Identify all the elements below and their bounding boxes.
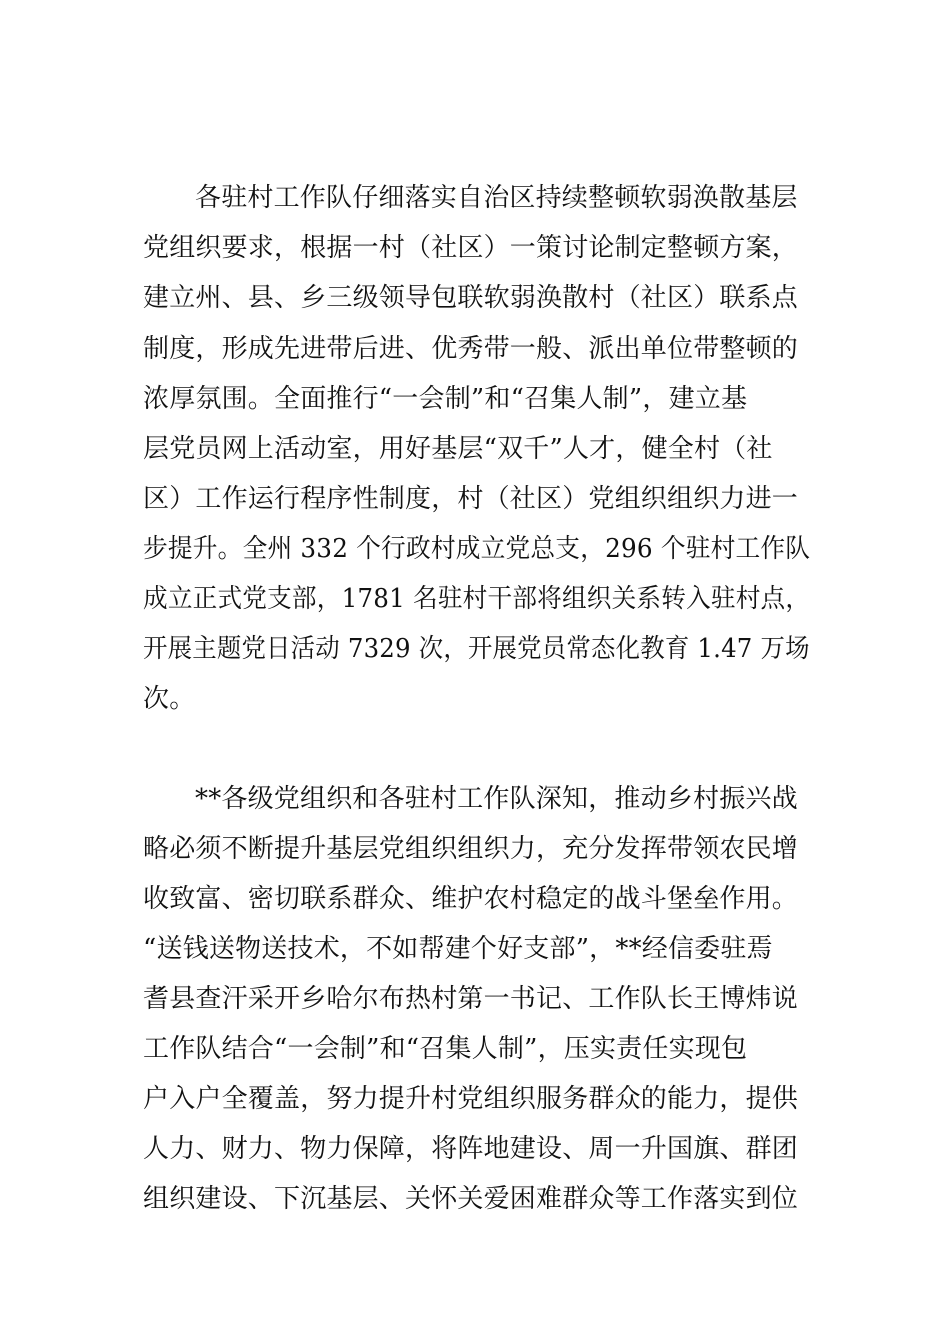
paragraph-1-line-11: 次。 <box>143 684 196 714</box>
paragraph-1-line-3: 建立州、县、乡三级领导包联软弱涣散村（社区）联系点 <box>143 283 799 313</box>
paragraph-1-line-10: 开展主题党日活动 7329 次，开展党员常态化教育 1.47 万场 <box>143 634 810 664</box>
paragraph-1-line-6: 层党员网上活动室，用好基层“双千”人才，健全村（社 <box>143 434 773 464</box>
paragraph-2-line-9: 组织建设、下沉基层、关怀关爱困难群众等工作落实到位 <box>143 1184 799 1214</box>
paragraph-1-line-5: 浓厚氛围。全面推行“一会制”和“召集人制”，建立基 <box>143 384 748 414</box>
paragraph-2-line-8: 人力、财力、物力保障，将阵地建设、周一升国旗、群团 <box>143 1134 799 1164</box>
paragraph-2-line-5: 耆县查汗采开乡哈尔布热村第一书记、工作队长王博炜说 <box>143 984 799 1014</box>
paragraph-2-line-2: 略必须不断提升基层党组织组织力，充分发挥带领农民增 <box>143 834 799 864</box>
paragraph-2-line-4: “送钱送物送技术，不如帮建个好支部”，**经信委驻焉 <box>143 934 773 964</box>
paragraph-1-line-4: 制度，形成先进带后进、优秀带一般、派出单位带整顿的 <box>143 334 799 364</box>
paragraph-1-line-7: 区）工作运行程序性制度，村（社区）党组织组织力进一 <box>143 484 799 514</box>
paragraph-2-line-6: 工作队结合“一会制”和“召集人制”，压实责任实现包 <box>143 1034 748 1064</box>
paragraph-1-line-1: 各驻村工作队仔细落实自治区持续整顿软弱涣散基层 <box>195 183 798 213</box>
paragraph-1-line-2: 党组织要求，根据一村（社区）一策讨论制定整顿方案， <box>143 233 799 263</box>
paragraph-2-line-1: **各级党组织和各驻村工作队深知，推动乡村振兴战 <box>195 784 798 814</box>
paragraph-1-line-8: 步提升。全州 332 个行政村成立党总支，296 个驻村工作队 <box>143 534 811 564</box>
paragraph-2-line-7: 户入户全覆盖，努力提升村党组织服务群众的能力，提供 <box>143 1084 799 1114</box>
paragraph-2-line-3: 收致富、密切联系群众、维护农村稳定的战斗堡垒作用。 <box>143 884 799 914</box>
paragraph-1-line-9: 成立正式党支部，1781 名驻村干部将组织关系转入驻村点， <box>143 584 811 614</box>
